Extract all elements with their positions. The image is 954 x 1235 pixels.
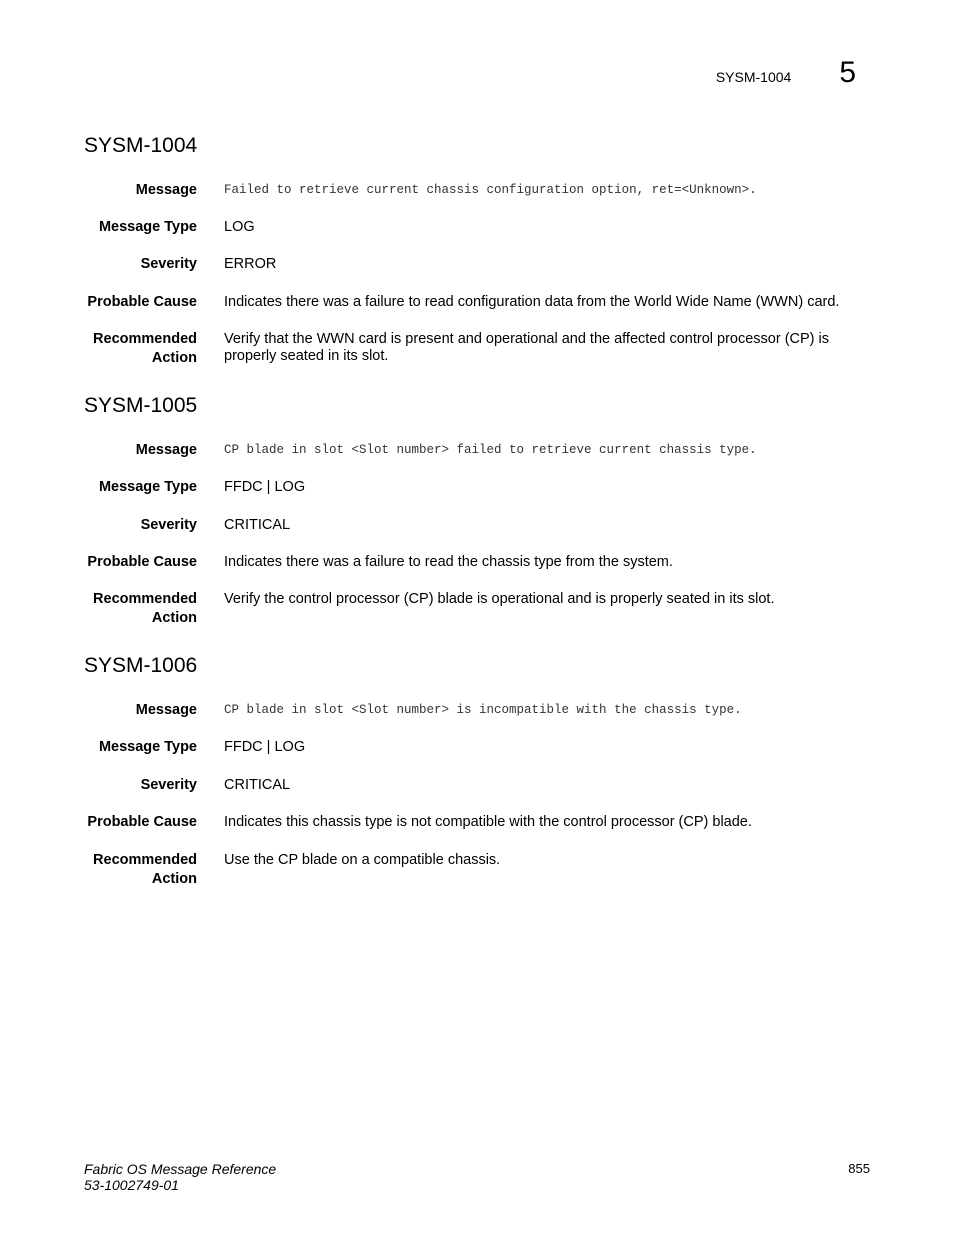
- entry-title: SYSM-1006: [84, 654, 198, 677]
- probable-cause-value: Indicates there was a failure to read the chassis type from the system.: [224, 554, 673, 570]
- recommended-action-value: Verify the control processor (CP) blade is operational and is properly seated in its slot.: [224, 591, 775, 607]
- running-header: [716, 58, 856, 88]
- message-label: Message: [135, 442, 197, 458]
- footer-doc-number: 53-1002749-01: [84, 1177, 179, 1193]
- recommended-action-label: [60, 330, 197, 368]
- recommended-label-line-1: Recommended: [93, 852, 197, 868]
- entry-title: SYSM-1004: [84, 134, 198, 157]
- message-text: Failed to retrieve current chassis configuration option, ret=<Unknown>.: [224, 183, 757, 197]
- footer-doc-title: Fabric OS Message Reference: [84, 1161, 277, 1177]
- message-type-value: FFDC | LOG: [224, 739, 306, 755]
- message-type-label: Message Type: [98, 219, 197, 235]
- severity-label: Severity: [140, 777, 197, 793]
- message-text: CP blade in slot <Slot number> failed to retrieve current chassis type.: [224, 443, 757, 457]
- recommended-action-label: [60, 590, 197, 628]
- recommended-action-value: Use the CP blade on a compatible chassis.: [224, 852, 501, 868]
- message-type-label: Message Type: [98, 739, 197, 755]
- message-type-label: Message Type: [98, 479, 197, 495]
- probable-cause-value: Indicates there was a failure to read configuration data from the World Wide Name (WWN) card.: [224, 294, 840, 310]
- footer-left: [84, 1161, 276, 1193]
- probable-cause-label: Probable Cause: [87, 554, 197, 570]
- recommended-action-label: [60, 851, 197, 889]
- message-type-value: LOG: [224, 219, 255, 235]
- message-text: CP blade in slot <Slot number> is incompatible with the chassis type.: [224, 703, 742, 717]
- recommended-label-line-2: Action: [151, 871, 197, 887]
- recommended-action-value: Verify that the WWN card is present and operational and the affected control processor (CP) is properly seated in its slot.: [224, 331, 829, 364]
- chapter-number: 5: [839, 56, 856, 89]
- message-label: Message: [135, 702, 197, 718]
- recommended-label-line-1: Recommended: [93, 331, 197, 347]
- probable-cause-label: Probable Cause: [87, 814, 197, 830]
- severity-value: CRITICAL: [224, 777, 291, 793]
- severity-label: Severity: [140, 256, 197, 272]
- page-number: 855: [848, 1161, 870, 1176]
- recommended-label-line-2: Action: [151, 350, 197, 366]
- entry-title: SYSM-1005: [84, 394, 198, 417]
- recommended-label-line-2: Action: [151, 610, 197, 626]
- probable-cause-label: Probable Cause: [87, 294, 197, 310]
- probable-cause-value: Indicates this chassis type is not compatible with the control processor (CP) blade.: [224, 814, 752, 830]
- severity-value: CRITICAL: [224, 517, 291, 533]
- severity-value: ERROR: [224, 256, 277, 272]
- recommended-label-line-1: Recommended: [93, 591, 197, 607]
- message-type-value: FFDC | LOG: [224, 479, 306, 495]
- severity-label: Severity: [140, 517, 197, 533]
- running-header-title: SYSM-1004: [715, 69, 792, 85]
- message-label: Message: [135, 182, 197, 198]
